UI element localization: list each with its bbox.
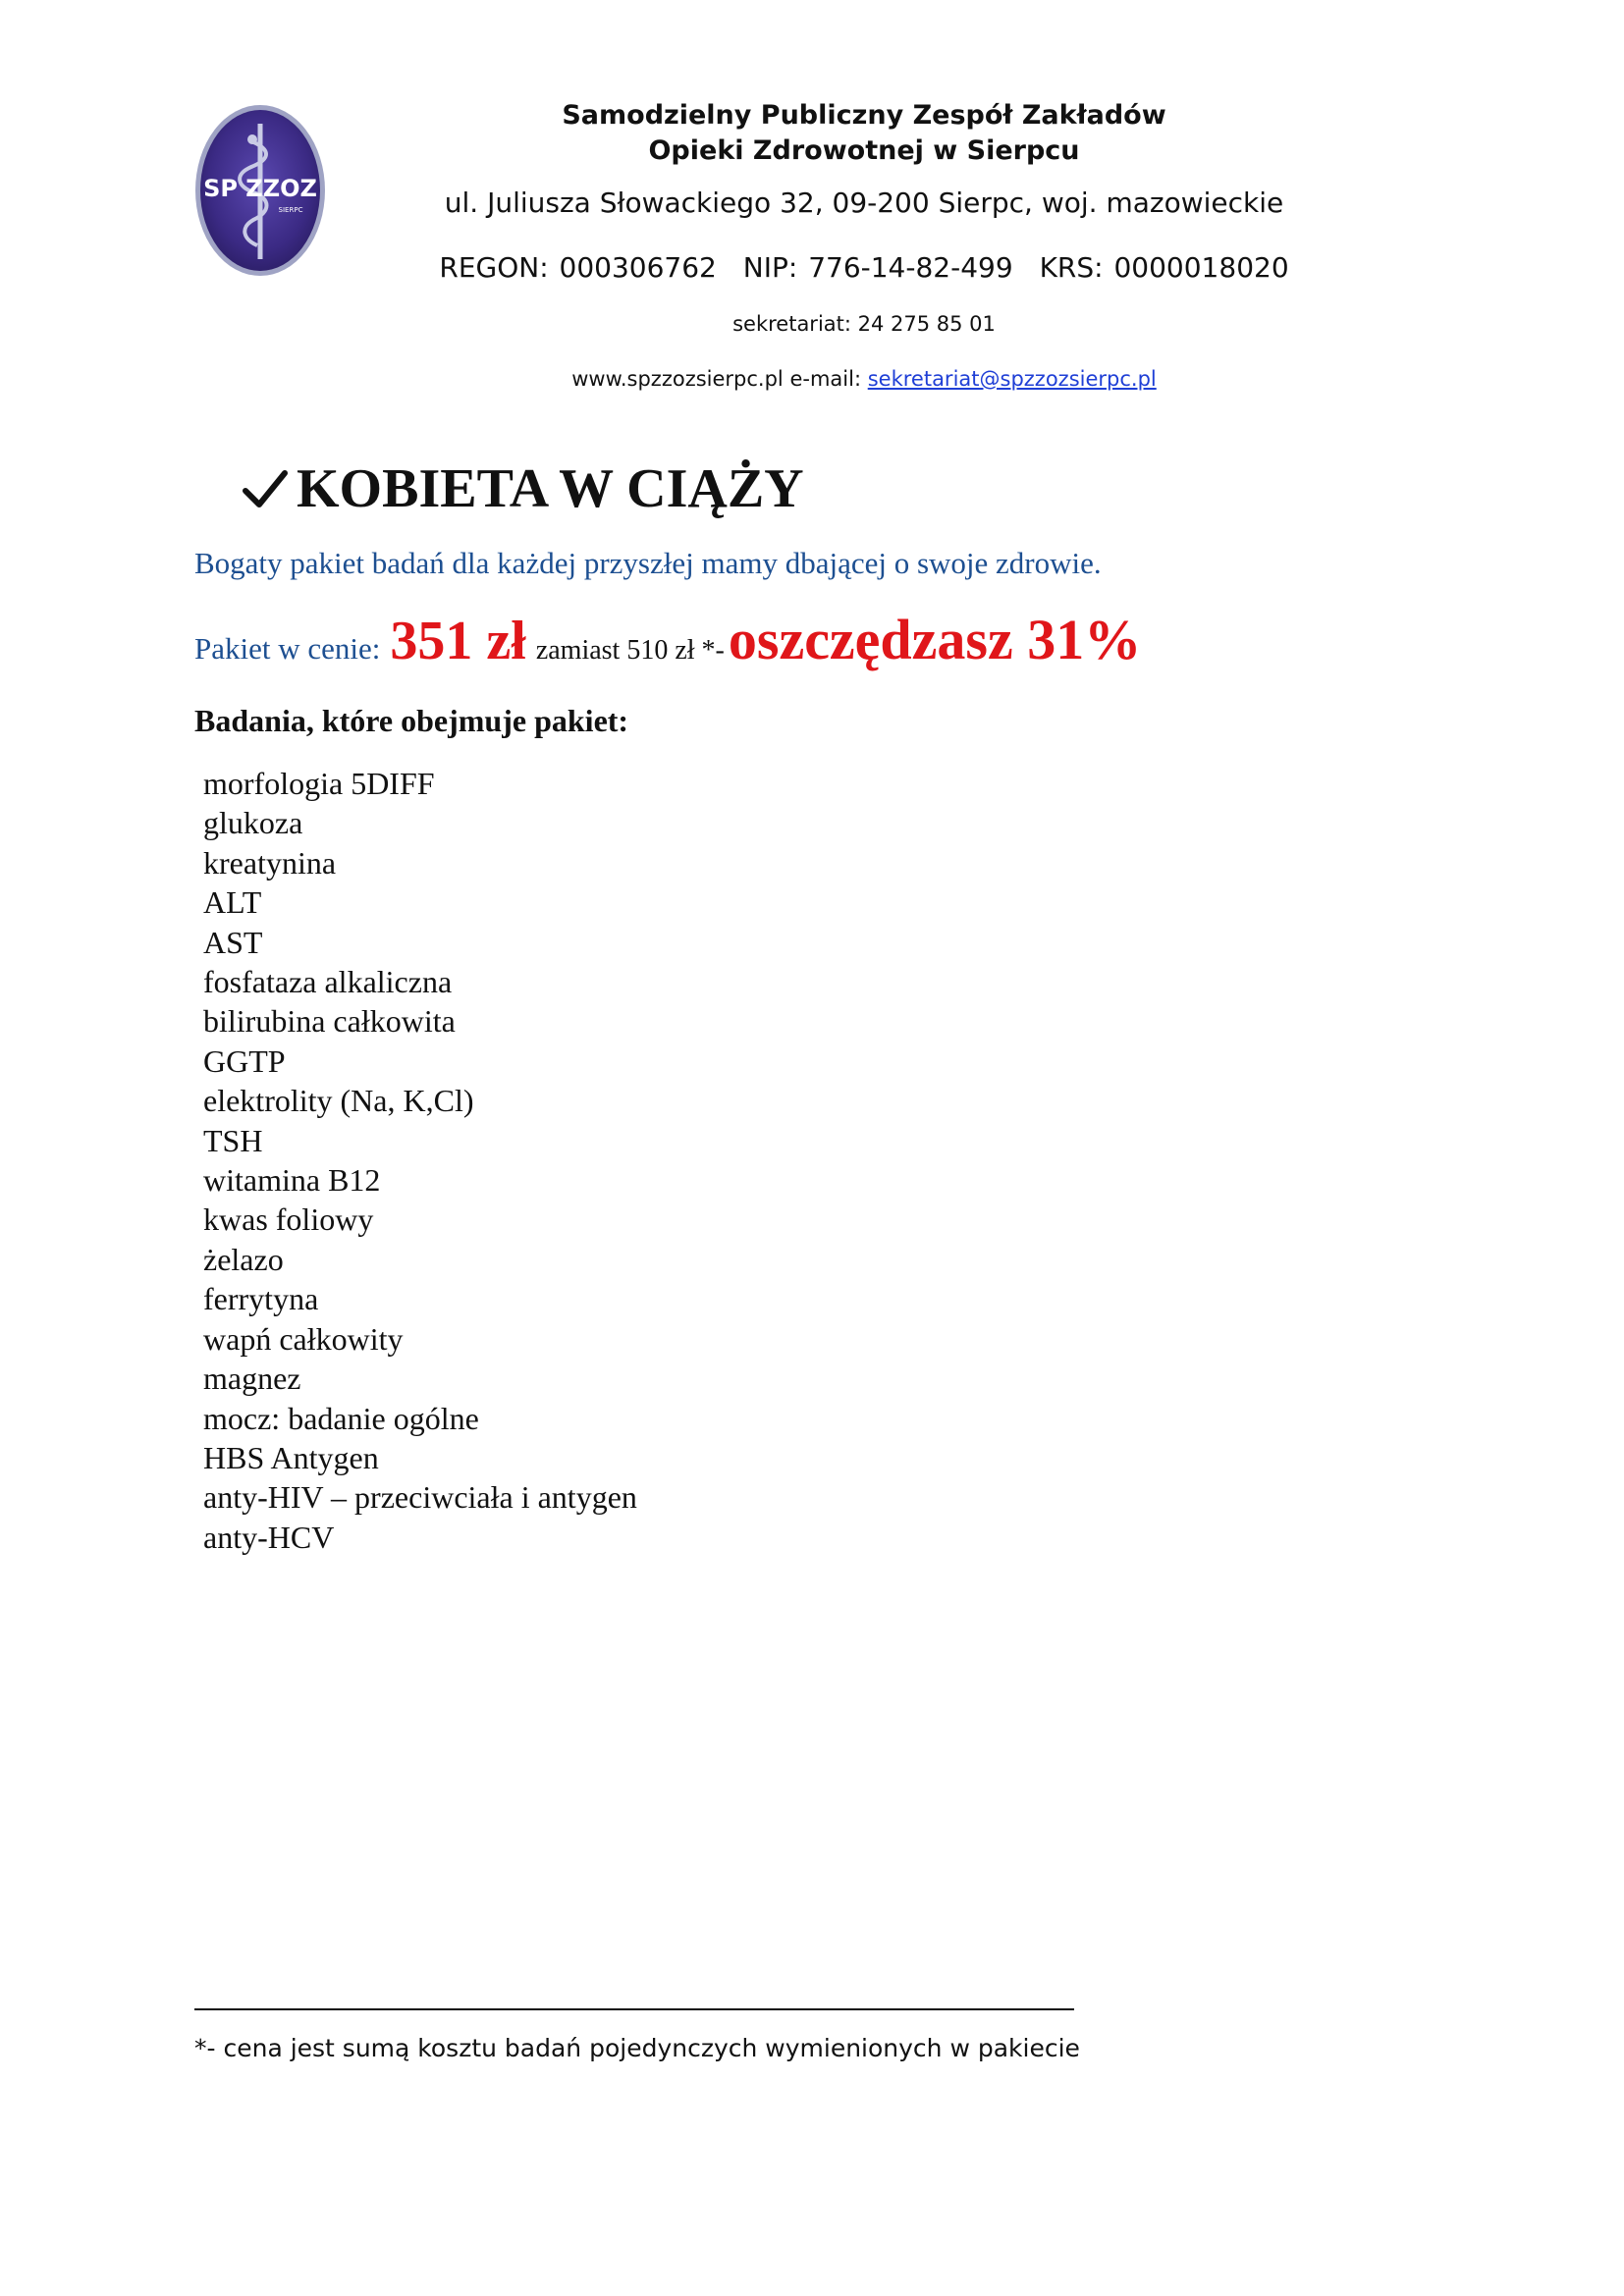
- contact-line: [373, 367, 1355, 391]
- krs-number: KRS: 0000018020: [1039, 251, 1289, 284]
- package-title: [242, 457, 804, 520]
- list-item: anty-HIV – przeciwciała i antygen: [203, 1479, 637, 1516]
- footnote: *- cena jest sumą kosztu badań pojedynczych wymienionych w pakiecie: [194, 2034, 1080, 2062]
- list-item: TSH: [203, 1122, 263, 1158]
- website-text: www.spzzozsierpc.pl: [571, 367, 784, 391]
- list-item: mocz: badanie ogólne: [203, 1400, 479, 1436]
- list-item: żelazo: [203, 1241, 284, 1277]
- logo-subtext: SIERPC: [278, 206, 303, 214]
- list-item: magnez: [203, 1361, 301, 1397]
- regon-number: REGON: 000306762: [439, 251, 717, 284]
- list-item: HBS Antygen: [203, 1439, 379, 1475]
- email-link[interactable]: sekretariat@spzzozsierpc.pl: [867, 367, 1157, 391]
- checkmark-icon: [242, 465, 289, 512]
- list-item: kreatynina: [203, 844, 337, 881]
- org-address: ul. Juliusza Słowackiego 32, 09-200 Sierpc, woj. mazowieckie: [444, 187, 1284, 219]
- list-item: GGTP: [203, 1042, 286, 1079]
- price-new: 351 zł: [390, 611, 526, 671]
- spzoz-logo-icon: [192, 102, 328, 279]
- org-name-line2: Opieki Zdrowotnej w Sierpcu: [648, 135, 1080, 166]
- org-identifiers: [373, 251, 1355, 284]
- package-subtitle: Bogaty pakiet badań dla każdej przyszłej mamy dbającej o swoje zdrowie.: [194, 546, 1102, 580]
- price-line: [194, 607, 1141, 672]
- package-title-text: KOBIETA W CIĄŻY: [297, 458, 804, 519]
- logo-text: SP ZZOZ: [203, 175, 317, 202]
- list-item: glukoza: [203, 805, 303, 841]
- list-item: AST: [203, 924, 263, 960]
- list-item: wapń całkowity: [203, 1320, 404, 1357]
- list-item: anty-HCV: [203, 1519, 335, 1555]
- list-item: elektrolity (Na, K,Cl): [203, 1083, 474, 1119]
- tests-heading: Badania, które obejmuje pakiet:: [194, 703, 629, 738]
- nip-number: NIP: 776-14-82-499: [742, 251, 1013, 284]
- email-label: e-mail:: [789, 367, 862, 391]
- tests-list: [203, 764, 637, 1557]
- list-item: kwas foliowy: [203, 1201, 374, 1238]
- list-item: witamina B12: [203, 1162, 381, 1199]
- price-label: Pakiet w cenie:: [194, 631, 381, 666]
- savings-badge: oszczędzasz 31%: [728, 608, 1142, 671]
- list-item: ALT: [203, 884, 262, 921]
- footnote-divider: [194, 2008, 1074, 2010]
- list-item: ferrytyna: [203, 1281, 319, 1317]
- org-name-line1: Samodzielny Publiczny Zespół Zakładów: [562, 100, 1166, 131]
- price-old: zamiast 510 zł *-: [535, 635, 725, 666]
- list-item: bilirubina całkowita: [203, 1003, 456, 1040]
- secretariat-phone: sekretariat: 24 275 85 01: [732, 312, 996, 336]
- list-item: fosfataza alkaliczna: [203, 964, 453, 1000]
- list-item: morfologia 5DIFF: [203, 766, 435, 801]
